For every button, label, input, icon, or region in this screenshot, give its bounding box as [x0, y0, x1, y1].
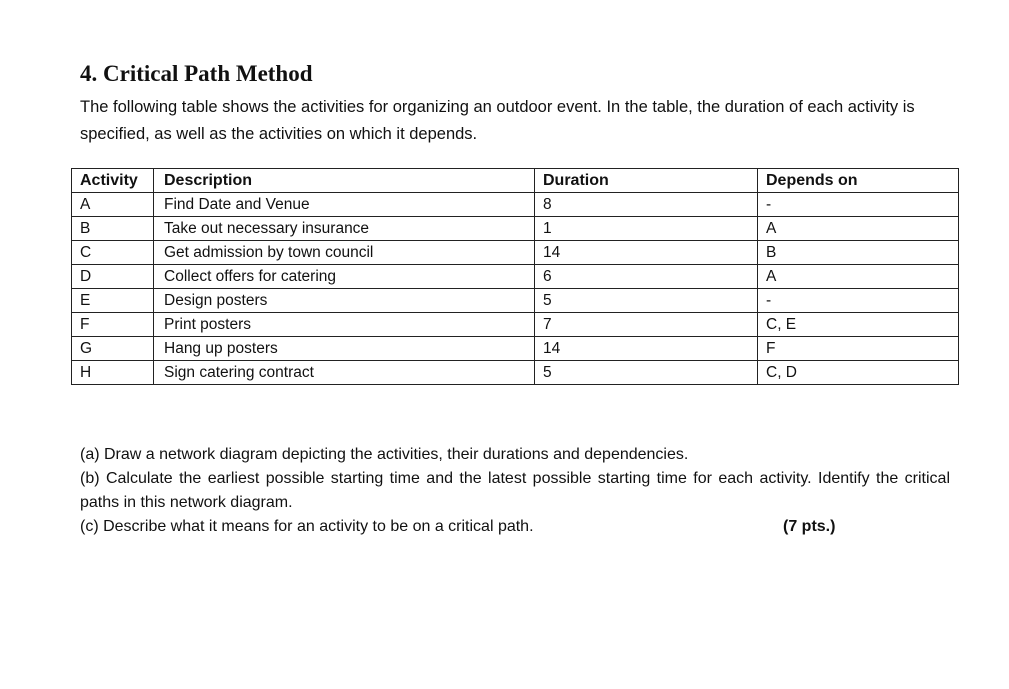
- question-c-line: [80, 515, 950, 539]
- cell-duration: 7: [535, 313, 758, 337]
- cell-description: Get admission by town council: [154, 241, 535, 265]
- table-row: [72, 361, 959, 385]
- cell-depends-on: F: [758, 337, 959, 361]
- cell-depends-on: -: [758, 193, 959, 217]
- header-depends-on: Depends on: [758, 169, 959, 193]
- table-row: [72, 289, 959, 313]
- cell-depends-on: A: [758, 217, 959, 241]
- cell-activity: A: [72, 193, 154, 217]
- cell-description: Print posters: [154, 313, 535, 337]
- cell-depends-on: -: [758, 289, 959, 313]
- cell-activity: E: [72, 289, 154, 313]
- cell-description: Take out necessary insurance: [154, 217, 535, 241]
- cell-duration: 1: [535, 217, 758, 241]
- cell-activity: D: [72, 265, 154, 289]
- intro-paragraph: The following table shows the activities for organizing an outdoor event. In the table, the duration of each activity is specified, as well as the activities on which it depends.: [80, 98, 915, 143]
- table-row: [72, 241, 959, 265]
- header-description: Description: [154, 169, 535, 193]
- cell-activity: B: [72, 217, 154, 241]
- cell-depends-on: A: [758, 265, 959, 289]
- cell-duration: 6: [535, 265, 758, 289]
- cell-activity: F: [72, 313, 154, 337]
- table-row: [72, 313, 959, 337]
- activity-table: [71, 168, 959, 385]
- questions-block: [80, 443, 950, 539]
- cell-duration: 5: [535, 289, 758, 313]
- cell-activity: H: [72, 361, 154, 385]
- cell-depends-on: C, E: [758, 313, 959, 337]
- question-c: (c) Describe what it means for an activity to be on a critical path.: [80, 518, 534, 535]
- header-duration: Duration: [535, 169, 758, 193]
- cell-duration: 8: [535, 193, 758, 217]
- cell-depends-on: C, D: [758, 361, 959, 385]
- cell-description: Collect offers for catering: [154, 265, 535, 289]
- table-row: [72, 193, 959, 217]
- question-a: (a) Draw a network diagram depicting the activities, their durations and dependencies.: [80, 446, 689, 463]
- table-row: [72, 265, 959, 289]
- cell-activity: C: [72, 241, 154, 265]
- cell-duration: 14: [535, 337, 758, 361]
- question-b: (b) Calculate the earliest possible starting time and the latest possible starting time for each activity. Identify the critical paths in this network diagram.: [80, 470, 950, 511]
- header-activity: Activity: [72, 169, 154, 193]
- cell-duration: 5: [535, 361, 758, 385]
- cell-description: Find Date and Venue: [154, 193, 535, 217]
- section-heading: 4. Critical Path Method: [80, 61, 313, 86]
- table-row: [72, 217, 959, 241]
- cell-description: Design posters: [154, 289, 535, 313]
- cell-duration: 14: [535, 241, 758, 265]
- cell-activity: G: [72, 337, 154, 361]
- cell-description: Hang up posters: [154, 337, 535, 361]
- table-header-row: [72, 169, 959, 193]
- points-label: (7 pts.): [783, 518, 836, 535]
- table-row: [72, 337, 959, 361]
- cell-depends-on: B: [758, 241, 959, 265]
- cell-description: Sign catering contract: [154, 361, 535, 385]
